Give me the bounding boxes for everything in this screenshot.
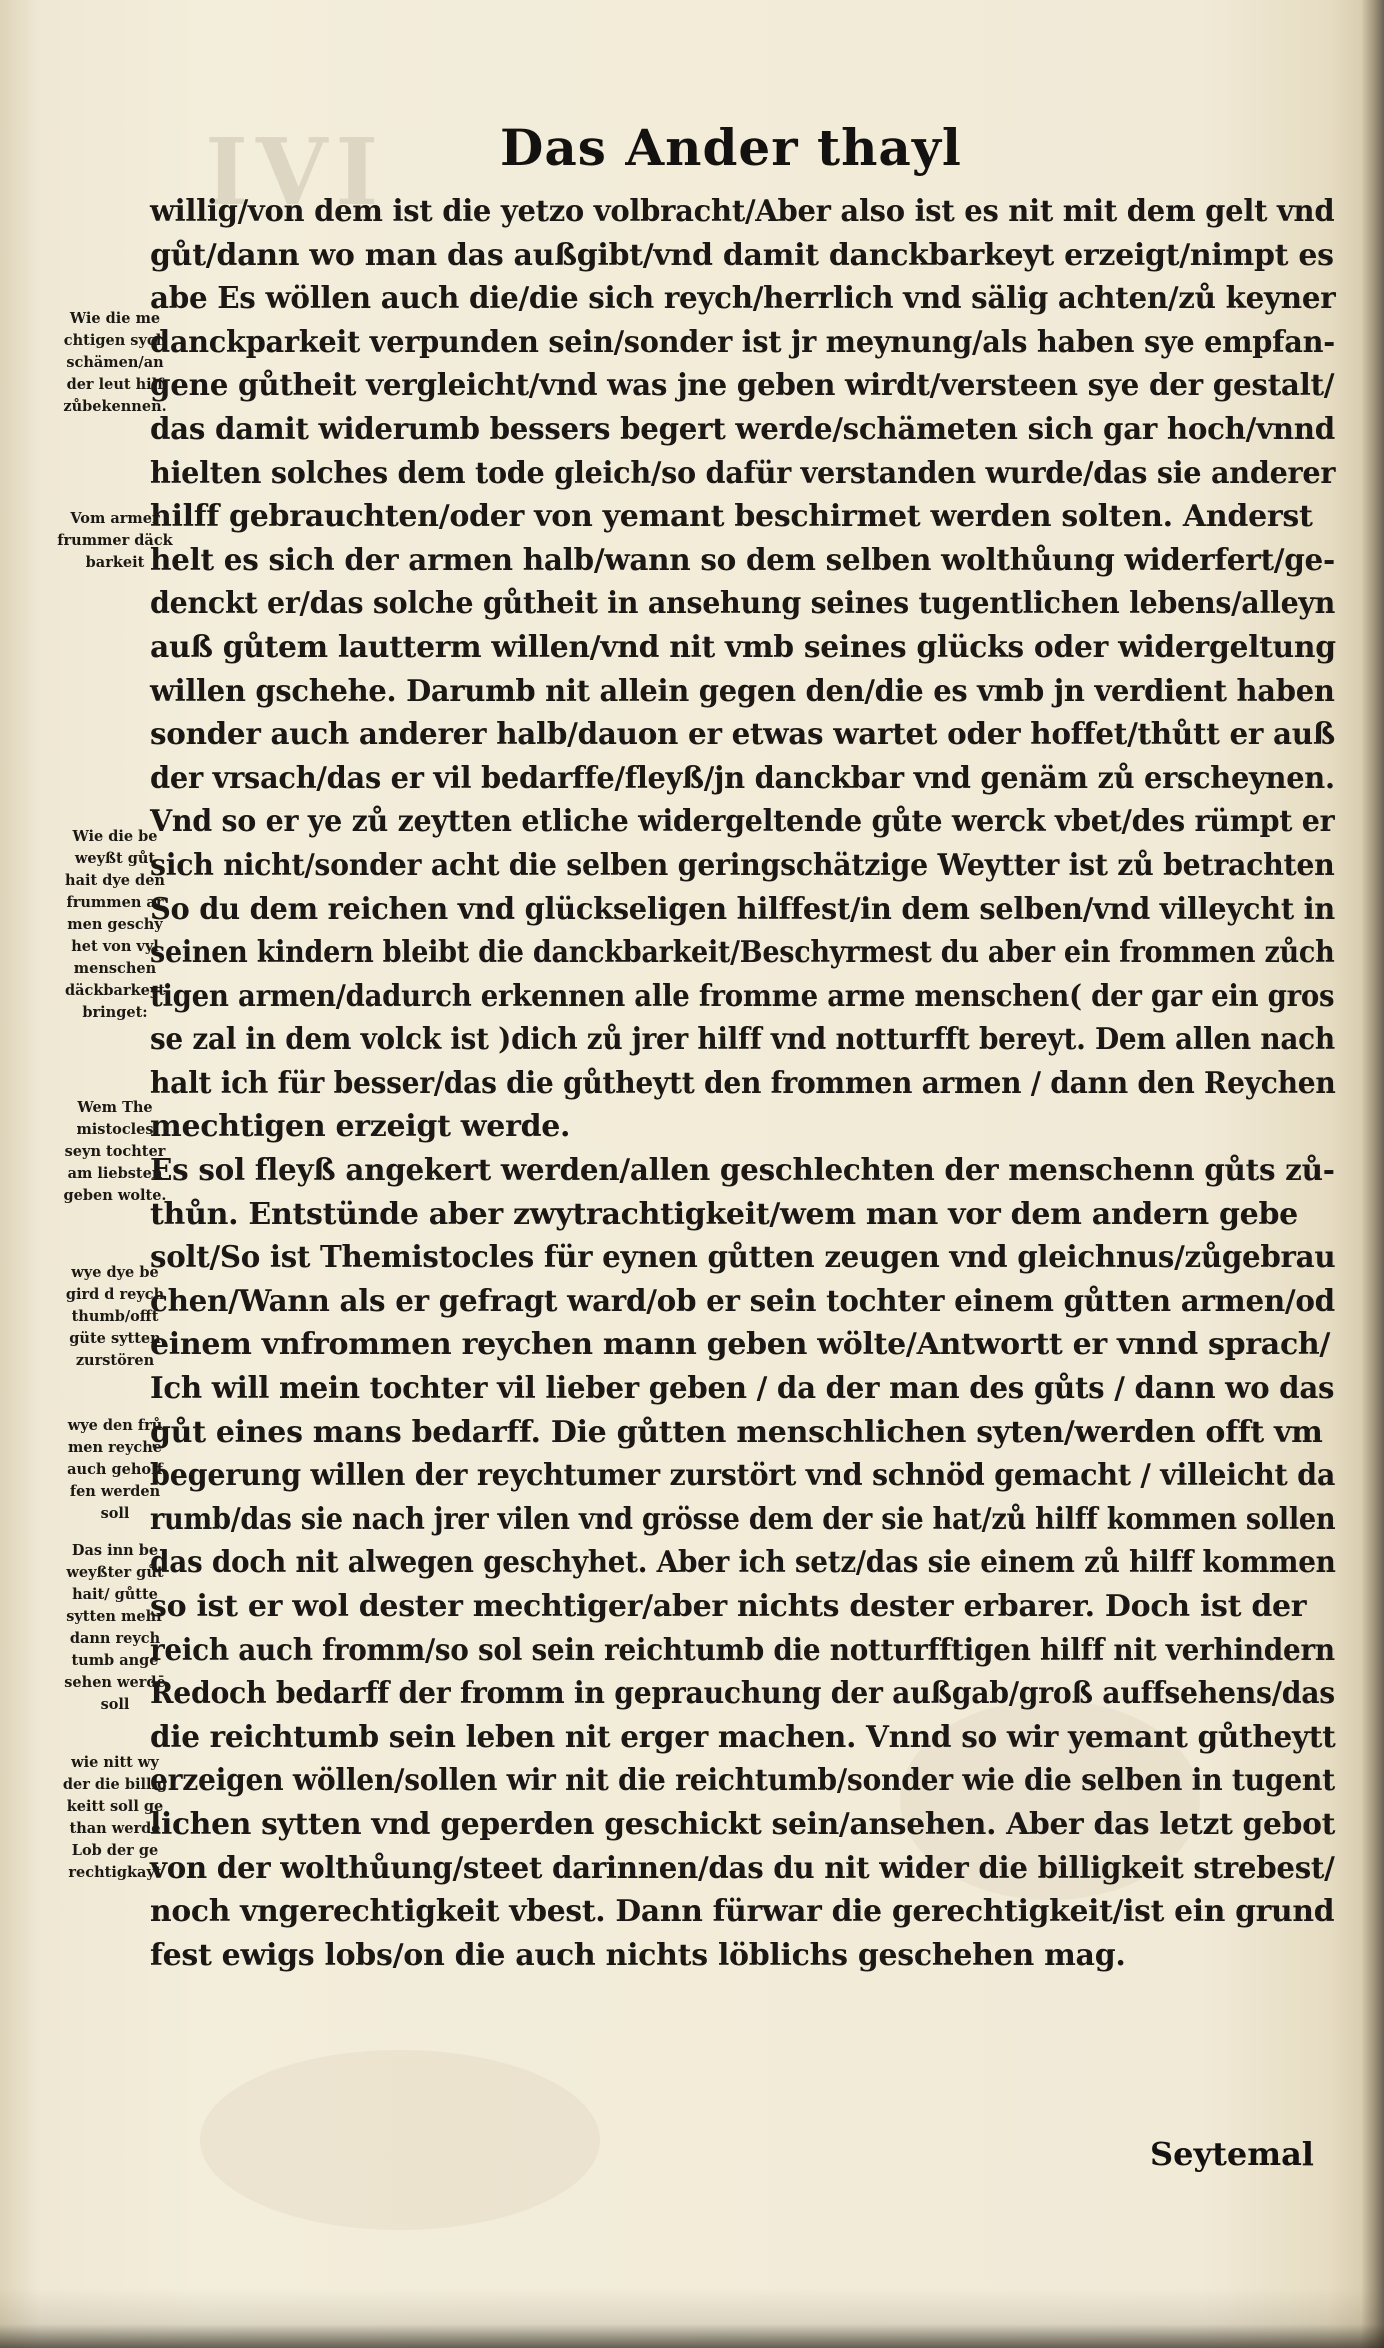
text-line: chen/Wann als er gefragt ward/ob er sein tochter einem gůtten armen/od xyxy=(150,1283,1335,1319)
gloss-line: men reychē xyxy=(67,1439,163,1456)
text-line: helt es sich der armen halb/wann so dem selben wolthůung widerfert/ge- xyxy=(150,542,1335,578)
gloss-line: Wie die be xyxy=(72,828,158,845)
gloss-line: zůbekennen. xyxy=(63,398,167,415)
gloss-line: der leut hilf xyxy=(66,376,164,393)
gloss-line: Wem The xyxy=(77,1099,153,1116)
text-line: der vrsach/das er vil bedarffe/fleyß/jn danckbar vnd genäm zů erscheynen. xyxy=(150,760,1335,796)
gloss-line: sehen werdē xyxy=(64,1674,166,1691)
gloss-line: Wie die me xyxy=(69,310,161,327)
gloss-line: het von vyl xyxy=(71,938,159,955)
show-through-mark: IVI xyxy=(205,118,387,226)
gloss-line: wye den frů xyxy=(67,1417,163,1434)
text-line: die reichtumb sein leben nit erger machen. Vnnd so wir yemant gůtheytt xyxy=(150,1719,1336,1755)
page-bottom-shadow xyxy=(0,2288,1384,2348)
text-line: einem vnfrommen reychen mann geben wölte/Antwortt er vnnd sprach/ xyxy=(150,1327,1331,1363)
gloss-line: bringet: xyxy=(82,1004,148,1021)
gloss-line: auch geholf xyxy=(67,1461,163,1478)
text-line: seinen kindern bleibt die danckbarkeit/Beschyrmest du aber ein frommen zůch xyxy=(150,935,1335,971)
text-line: gene gůtheit vergleicht/vnd was jne geben wirdt/versteen sye der gestalt/ xyxy=(150,368,1335,404)
paper-stain xyxy=(200,2050,600,2230)
text-line: mechtigen erzeigt werde. xyxy=(150,1109,571,1145)
gloss-line: hait/ gůtte xyxy=(72,1586,158,1603)
text-line: Vnd so er ye zů zeytten etliche widergeltende gůte werck vbet/des rümpt er xyxy=(150,804,1335,840)
gloss-line: schämen/an xyxy=(66,354,164,371)
gloss-line: gird d reych xyxy=(65,1286,165,1303)
gloss-line: than werdē xyxy=(69,1820,161,1837)
text-line: hilff gebrauchten/oder von yemant beschirmet werden solten. Anderst xyxy=(150,499,1313,535)
text-line: gůt eines mans bedarff. Die gůtten menschlichen syten/werden offt vm xyxy=(150,1414,1323,1450)
gloss-line: dann reych xyxy=(69,1630,161,1647)
gloss-line: soll xyxy=(100,1505,130,1522)
text-line: sonder auch anderer halb/dauon er etwas wartet oder hoffet/thůtt er auß xyxy=(150,717,1335,753)
text-line: rumb/das sie nach jrer vilen vnd grösse dem der sie hat/zů hilff kommen sollen xyxy=(150,1501,1336,1537)
text-line: von der wolthůung/steet darinnen/das du nit wider die billigkeit strebest/ xyxy=(150,1850,1335,1886)
text-line: thůn. Entstünde aber zwytrachtigkeit/wem man vor dem andern gebe xyxy=(150,1196,1298,1232)
main-text-block xyxy=(150,190,1350,1977)
gloss-line: der die billig xyxy=(62,1776,168,1793)
text-line: willen gschehe. Darumb nit allein gegen den/die es vmb jn verdient haben xyxy=(150,673,1335,709)
gloss-line: mistocles xyxy=(76,1121,154,1138)
gloss-line: men geschy xyxy=(67,916,163,933)
text-line: so ist er wol dester mechtiger/aber nichts dester erbarer. Doch ist der xyxy=(150,1589,1307,1624)
margin-gloss xyxy=(40,1262,190,1372)
text-line: halt ich für besser/das die gůtheytt den frommen armen / dann den Reychen xyxy=(150,1065,1336,1101)
gloss-line: wye dye be xyxy=(71,1264,159,1281)
text-line: begerung willen der reychtumer zurstört vnd schnöd gemacht / villeicht da xyxy=(150,1458,1336,1494)
margin-gloss xyxy=(40,826,190,1024)
margin-gloss xyxy=(40,1752,190,1884)
text-line: solt/So ist Themistocles für eynen gůtten zeugen vnd gleichnus/zůgebrau xyxy=(150,1240,1336,1276)
gloss-line: Vom armer xyxy=(70,510,160,527)
text-line: gůt/dann wo man das außgibt/vnd damit danckbarkeyt erzeigt/nimpt es xyxy=(150,237,1334,273)
text-line: Es sol fleyß angekert werden/allen geschlechten der menschenn gůts zů- xyxy=(150,1153,1335,1189)
gloss-line: Lob der ge xyxy=(71,1842,159,1859)
gloss-line: menschen xyxy=(73,960,157,977)
gloss-line: rechtigkayt xyxy=(68,1864,162,1881)
gloss-line: chtigen sych xyxy=(63,332,167,349)
gloss-line: frummer däck xyxy=(57,532,173,549)
gloss-line: am liebsten xyxy=(67,1165,163,1182)
text-line: tigen armen/dadurch erkennen alle fromme arme menschen( der gar ein gros xyxy=(150,978,1335,1014)
gloss-line: wie nitt wy xyxy=(71,1754,159,1771)
text-line: se zal in dem volck ist )dich zů jrer hilff vnd notturfft bereyt. Dem allen nach xyxy=(150,1022,1335,1058)
margin-gloss xyxy=(40,1540,190,1716)
gloss-line: keitt soll ge xyxy=(66,1798,164,1815)
gloss-line: barkeit xyxy=(85,554,145,571)
text-line: Redoch bedarff der fromm in geprauchung der außgab/groß auffsehens/das xyxy=(150,1676,1335,1712)
text-line: sich nicht/sonder acht die selben geringschätzige Weytter ist zů betrachten xyxy=(150,847,1335,883)
text-line: hielten solches dem tode gleich/so dafür verstanden wurde/das sie anderer xyxy=(150,455,1336,491)
text-line: erzeigen wöllen/sollen wir nit die reichtumb/sonder wie die selben in tugent xyxy=(150,1763,1335,1799)
gloss-line: geben wolte. xyxy=(63,1187,167,1204)
gloss-line: sytten mehr xyxy=(66,1608,164,1625)
text-line: noch vngerechtigkeit vbest. Dann fürwar die gerechtigkeit/ist ein grund xyxy=(150,1894,1335,1930)
catchword: Seytemal xyxy=(1150,2135,1314,2173)
text-line: fest ewigs lobs/on die auch nichts löblichs geschehen mag. xyxy=(150,1937,1126,1973)
gloss-line: frummen ar xyxy=(66,894,164,911)
gloss-line: weyßter gůt xyxy=(66,1564,164,1581)
gloss-line: soll xyxy=(100,1696,130,1713)
text-line: Ich will mein tochter vil lieber geben / da der man des gůts / dann wo das xyxy=(150,1371,1335,1407)
gloss-line: fen werden xyxy=(69,1483,161,1500)
gloss-line: weyßt gůt xyxy=(74,850,156,867)
binding-edge xyxy=(1362,0,1384,2348)
text-line: willig/von dem ist die yetzo volbracht/Aber also ist es nit mit dem gelt vnd xyxy=(150,194,1335,229)
running-head: Das Ander thayl xyxy=(500,118,962,177)
text-line: abe Es wöllen auch die/die sich reych/herrlich vnd sälig achten/zů keyner xyxy=(150,281,1336,317)
text-line: lichen sytten vnd geperden geschickt sein/ansehen. Aber das letzt gebot xyxy=(150,1806,1336,1842)
text-line: denckt er/das solche gůtheit in ansehung seines tugentlichen lebens/alleyn xyxy=(150,586,1336,622)
margin-gloss xyxy=(40,1097,190,1207)
gloss-line: däckbarkeyt xyxy=(65,982,165,999)
gloss-line: Das inn be xyxy=(71,1542,159,1559)
margin-gloss xyxy=(40,308,190,418)
gloss-line: seyn tochter xyxy=(64,1143,166,1160)
gloss-line: güte sytten xyxy=(69,1330,161,1347)
gloss-line: hait dye den xyxy=(65,872,165,889)
text-line: auß gůtem lautterm willen/vnd nit vmb seines glücks oder widergeltung xyxy=(150,629,1336,665)
margin-gloss xyxy=(40,508,190,574)
text-line: das doch nit alwegen geschyhet. Aber ich setz/das sie einem zů hilff kommen xyxy=(150,1545,1336,1581)
text-line: reich auch fromm/so sol sein reichtumb die notturfftigen hilff nit verhindern xyxy=(150,1632,1335,1668)
text-line: So du dem reichen vnd glückseligen hilffest/in dem selben/vnd villeycht in xyxy=(150,891,1336,927)
gloss-line: tumb ange xyxy=(71,1652,159,1669)
margin-gloss xyxy=(40,1415,190,1525)
text-line: danckparkeit verpunden sein/sonder ist jr meynung/als haben sye empfan- xyxy=(150,324,1335,360)
gloss-line: thumb/offt xyxy=(71,1308,159,1325)
gloss-line: zurstören xyxy=(75,1352,155,1369)
text-line: das damit widerumb bessers begert werde/schämeten sich gar hoch/vnnd xyxy=(150,411,1335,447)
